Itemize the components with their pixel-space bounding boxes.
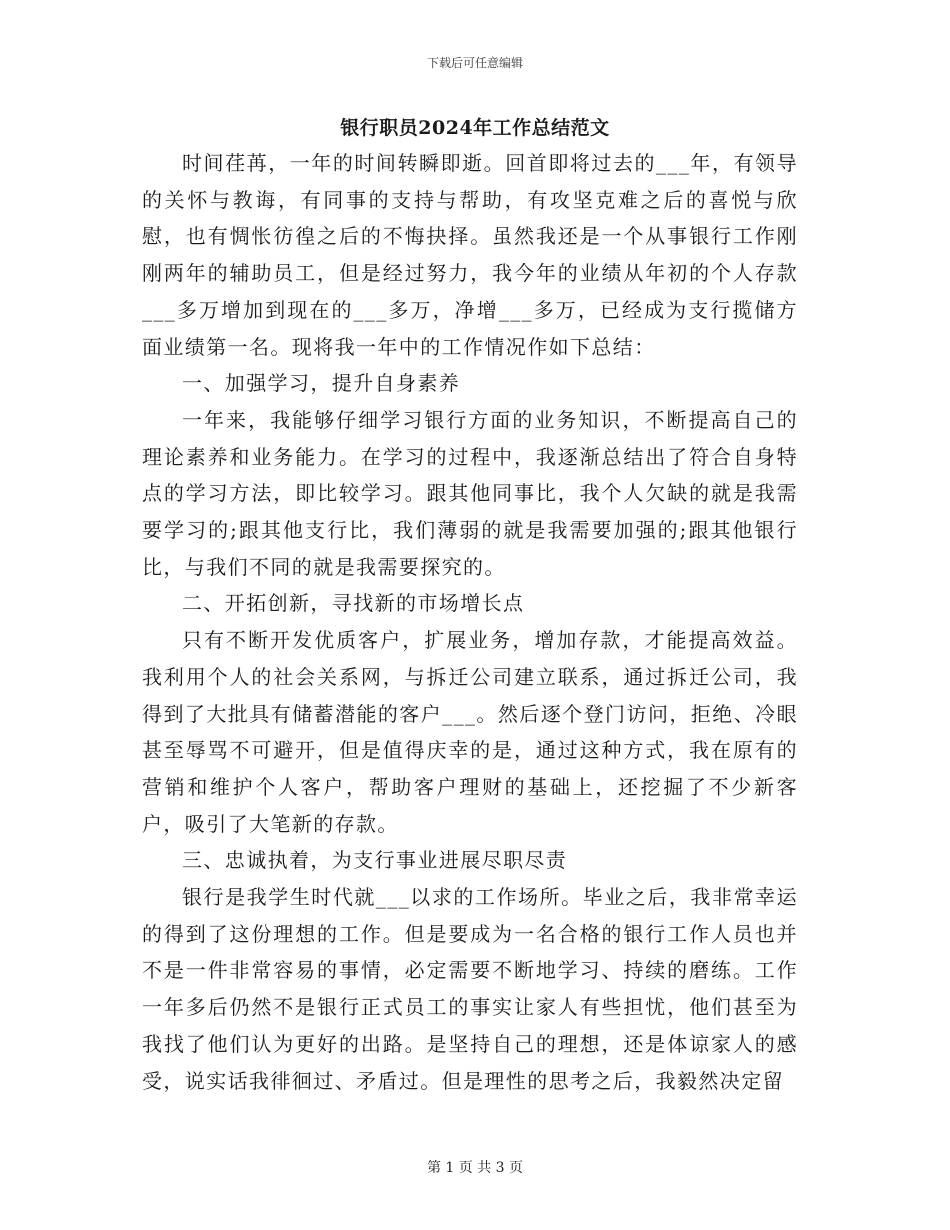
section-paragraph-1: 一年来，我能够仔细学习银行方面的业务知识，不断提高自己的理论素养和业务能力。在学习的过程中，我逐渐总结出了符合自身特点的学习方法，即比较学习。跟其他同事比，我个人欠缺的就是我需要学习的;跟其他支行比，我们薄弱的就是我需要加强的;跟其他银行比，与我们不同的就是我需要探究的。 <box>142 407 798 579</box>
section-paragraph-3: 银行是我学生时代就___以求的工作场所。毕业之后，我非常幸运的得到了这份理想的工作。但是要成为一名合格的银行工作人员也并不是一件非常容易的事情，必定需要不断地学习、持续的磨练。工作一年多后仍然不是银行正式员工的事实让家人有些担忧，他们甚至为我找了他们认为更好的出路。是坚持自己的理想，还是体谅家人的感受，说实话我徘徊过、矛盾过。但是理性的思考之后，我毅然决定留 <box>142 885 798 1093</box>
document-title: 银行职员2024年工作总结范文 <box>340 117 610 139</box>
section-paragraph-2: 只有不断开发优质客户，扩展业务，增加存款，才能提高效益。我利用个人的社会关系网，与拆迁公司建立联系，通过拆迁公司，我得到了大批具有储蓄潜能的客户___。然后逐个登门访问，拒绝、冷眼甚至辱骂不可避开，但是值得庆幸的是，通过这种方式，我在原有的营销和维护个人客户，帮助客户理财的基础上，还挖掘了不少新客户，吸引了大笔新的存款。 <box>142 628 798 836</box>
document-body <box>142 145 798 1099</box>
section-heading-1: 一、加强学习，提升自身素养 <box>182 371 461 396</box>
intro-paragraph: 时间荏苒，一年的时间转瞬即逝。回首即将过去的___年，有领导的关怀与教诲，有同事的支持与帮助，有攻坚克难之后的喜悦与欣慰，也有惆怅彷徨之后的不悔抉择。虽然我还是一个从事银行工作刚刚两年的辅助员工，但是经过努力，我今年的业绩从年初的个人存款___多万增加到现在的___多万，净增___多万，已经成为支行揽储方面业绩第一名。现将我一年中的工作情况作如下总结： <box>142 151 798 359</box>
header-note: 下载后可任意编辑 <box>426 56 523 70</box>
section-heading-2: 二、开拓创新，寻找新的市场增长点 <box>182 591 525 616</box>
section-heading-3: 三、忠诚执着，为支行事业进展尽职尽责 <box>182 848 568 873</box>
page-number: 第 1 页 共 3 页 <box>426 1160 524 1176</box>
